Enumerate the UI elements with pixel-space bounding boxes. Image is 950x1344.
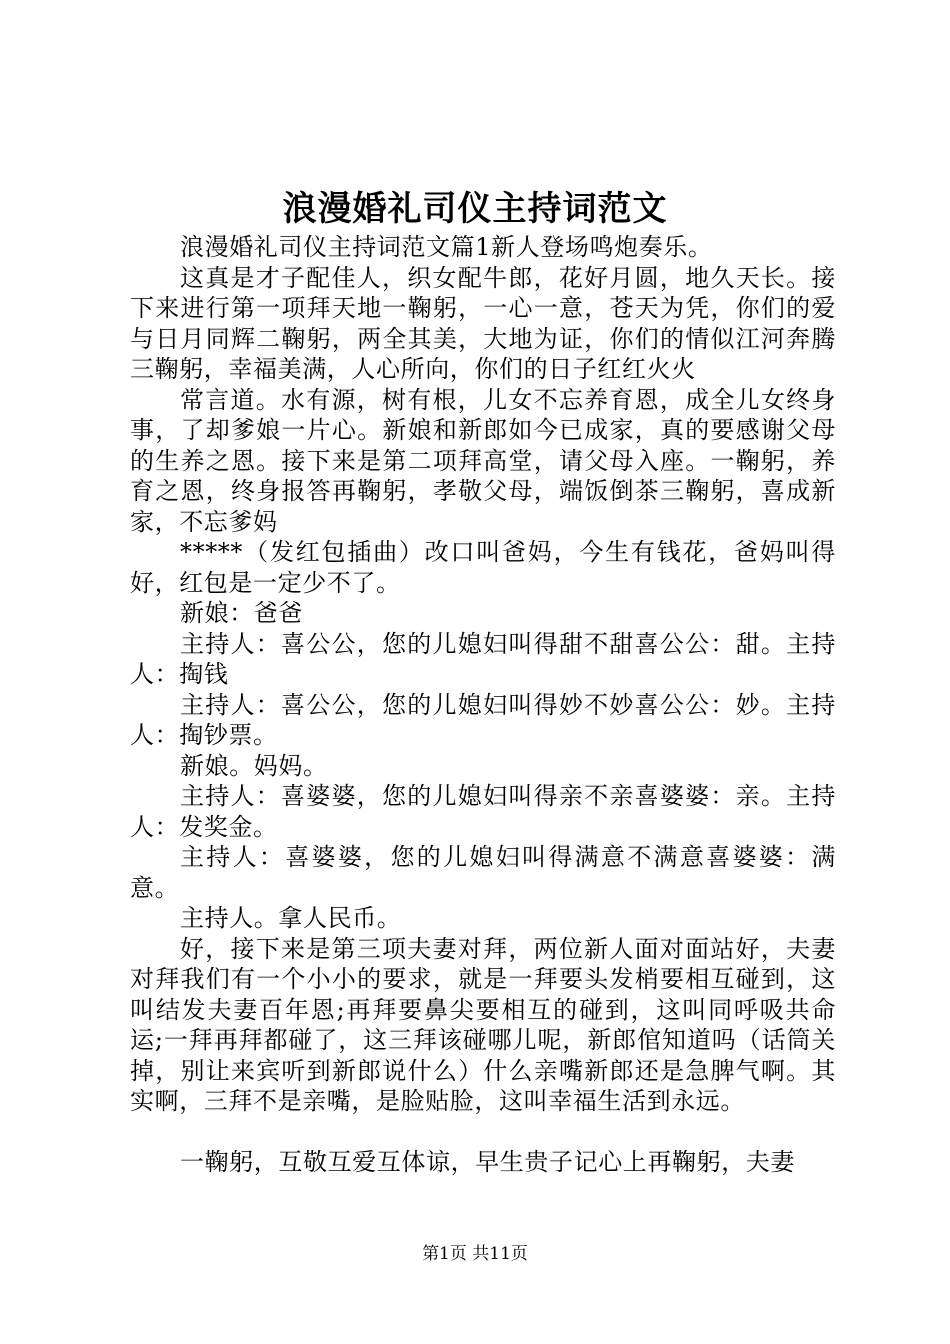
document-body: [130, 232, 836, 1177]
paragraph: 主持人：喜公公，您的儿媳妇叫得妙不妙喜公公：妙。主持人：掏钞票。: [130, 690, 836, 749]
document-title: 浪漫婚礼司仪主持词范文: [282, 189, 668, 229]
paragraph: 一鞠躬，互敬互爱互体谅，早生贵子记心上再鞠躬，夫妻: [180, 1147, 795, 1176]
paragraph: 浪漫婚礼司仪主持词范文篇1新人登场鸣炮奏乐。: [180, 233, 713, 261]
paragraph: 主持人。拿人民币。: [180, 904, 402, 932]
paragraph: 新娘：爸爸: [180, 599, 303, 627]
paragraph: 主持人：喜婆婆，您的儿媳妇叫得满意不满意喜婆婆：满意。: [130, 843, 836, 902]
page-number-footer: 第1页 共11页: [422, 1244, 528, 1264]
paragraph: 好，接下来是第三项夫妻对拜，两位新人面对面站好，夫妻对拜我们有一个小小的要求，就是一拜要头发梢要相互碰到，这叫结发夫妻百年恩;再拜要鼻尖要相互的碰到，这叫同呼吸共命运;一拜再拜都碰了，这三拜该碰哪儿呢，新郎倌知道吗（话筒关掉，别让来宾听到新郎说什么）什么亲嘴新郎还是急脾气啊。其实啊，三拜不是亲嘴，是脸贴脸，这叫幸福生活到永远。: [130, 934, 836, 1115]
paragraph: *****（发红包插曲）改口叫爸妈，今生有钱花，爸妈叫得好，红包是一定少不了。: [130, 538, 836, 597]
paragraph: 主持人：喜公公，您的儿媳妇叫得甜不甜喜公公：甜。主持人：掏钱: [130, 629, 836, 688]
paragraph: 新娘。妈妈。: [180, 751, 328, 780]
paragraph: 常言道。水有源，树有根，儿女不忘养育恩，成全儿女终身事，了却爹娘一片心。新娘和新郎如今已成家，真的要感谢父母的生养之恩。接下来是第二项拜高堂，请父母入座。一鞠躬，养育之恩，终身报答再鞠躬，孝敬父母，端饭倒茶三鞠躬，喜成新家，不忘爹妈: [130, 385, 836, 536]
paragraph: 这真是才子配佳人，织女配牛郎，花好月圆，地久天长。接下来进行第一项拜天地一鞠躬，一心一意，苍天为凭，你们的爱与日月同辉二鞠躬，两全其美，大地为证，你们的情似江河奔腾三鞠躬，幸福美满，人心所向，你们的日子红红火火: [130, 263, 836, 383]
paragraph: 主持人：喜婆婆，您的儿媳妇叫得亲不亲喜婆婆：亲。主持人：发奖金。: [130, 782, 836, 841]
